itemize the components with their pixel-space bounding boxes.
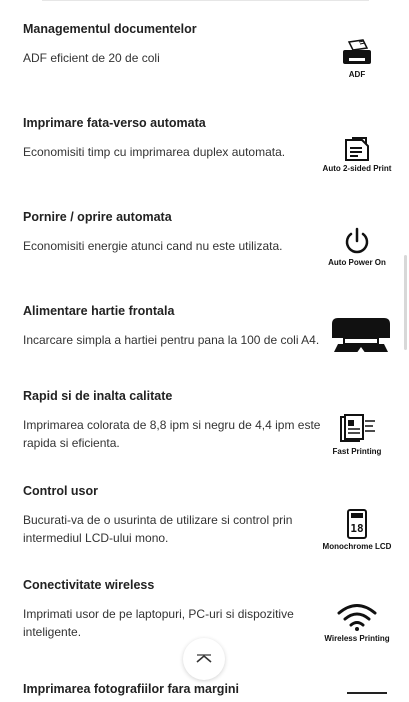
feature-title: Imprimare fata-verso automata bbox=[23, 116, 206, 130]
feature-description: ADF eficient de 20 de coli bbox=[23, 51, 160, 65]
front-paper-feed-icon bbox=[321, 314, 401, 358]
feature-title: Imprimarea fotografiilor fara margini bbox=[23, 682, 240, 696]
feature-title: Conectivitate wireless bbox=[23, 578, 155, 592]
icon-caption: Fast Printing bbox=[332, 447, 382, 456]
feature-adf bbox=[23, 22, 393, 79]
adf-icon bbox=[321, 38, 393, 79]
feature-description: Economisiti energie atunci cand nu este utilizata. bbox=[23, 239, 283, 253]
scroll-to-top-button[interactable] bbox=[183, 638, 225, 680]
feature-description: Economisiti timp cu imprimarea duplex automata. bbox=[23, 145, 286, 159]
feature-fast-printing bbox=[23, 389, 393, 456]
feature-borderless bbox=[23, 682, 393, 697]
chevron-up-icon bbox=[196, 654, 212, 664]
feature-easy-control bbox=[23, 484, 393, 551]
feature-title: Control usor bbox=[23, 484, 98, 498]
scrollbar[interactable] bbox=[404, 255, 407, 350]
borderless-icon bbox=[347, 692, 387, 702]
duplex-print-icon bbox=[321, 136, 393, 173]
feature-description: Bucurati-va de o usurinta de utilizare si control prin intermediul LCD-ului mono. bbox=[23, 513, 293, 545]
feature-description: Incarcare simpla a hartiei pentru pana la 100 de coli A4. bbox=[23, 333, 320, 347]
lcd-icon bbox=[321, 508, 393, 551]
feature-title: Rapid si de inalta calitate bbox=[23, 389, 173, 403]
icon-caption: Monochrome LCD bbox=[322, 542, 392, 551]
icon-caption: Wireless Printing bbox=[324, 634, 390, 643]
feature-description: Imprimati usor de pe laptopuri, PC-uri si dispozitive inteligente. bbox=[23, 607, 294, 639]
icon-caption: Auto 2-sided Print bbox=[322, 164, 392, 173]
wifi-icon bbox=[321, 602, 393, 643]
feature-auto-power bbox=[23, 210, 393, 267]
icon-caption: Auto Power On bbox=[328, 258, 386, 267]
lcd-display-text: 18 bbox=[350, 522, 364, 535]
divider bbox=[42, 0, 369, 1]
feature-wireless bbox=[23, 578, 393, 641]
feature-title: Managementul documentelor bbox=[23, 22, 197, 36]
feature-duplex bbox=[23, 116, 393, 173]
feature-title: Alimentare hartie frontala bbox=[23, 304, 175, 318]
feature-description: Imprimarea colorata de 8,8 ipm si negru de 4,4 ipm este rapida si eficienta. bbox=[23, 418, 321, 450]
power-icon bbox=[321, 226, 393, 267]
feature-front-paper bbox=[23, 304, 393, 349]
icon-caption: ADF bbox=[348, 70, 366, 79]
fast-printing-icon bbox=[321, 413, 393, 456]
feature-title: Pornire / oprire automata bbox=[23, 210, 172, 224]
